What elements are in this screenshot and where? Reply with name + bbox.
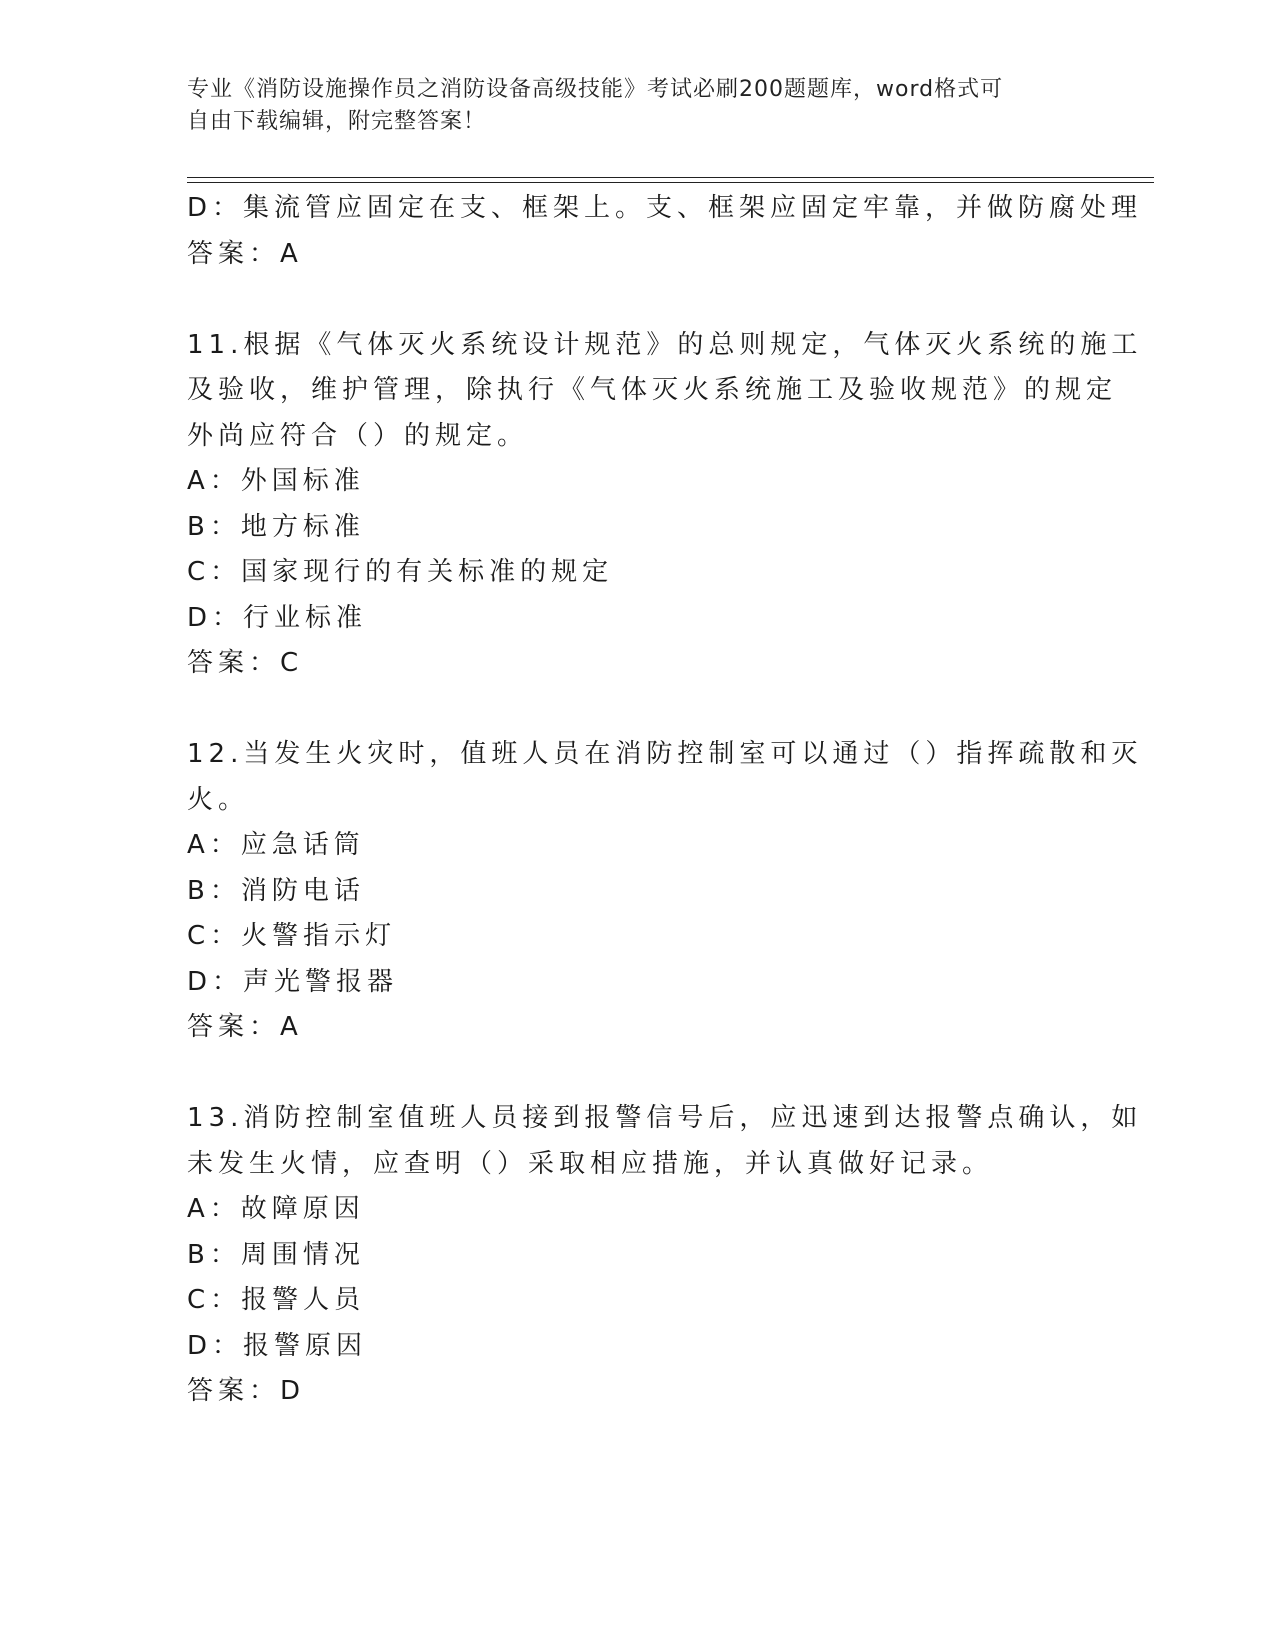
question-stem-line: 12.当发生火灾时，值班人员在消防控制室可以通过（）指挥疏散和灭 <box>187 739 1143 769</box>
header-line-1: 专业《消防设施操作员之消防设备高级技能》考试必刷200题题库，word格式可 <box>187 77 1004 102</box>
option-b: B：地方标准 <box>187 511 365 542</box>
option-c: C：国家现行的有关标准的规定 <box>187 557 614 587</box>
option-c: C：报警人员 <box>187 1285 366 1315</box>
answer: 答案：D <box>187 1376 306 1406</box>
question-content <box>187 186 1143 1415</box>
option-d: D：报警原因 <box>187 1330 368 1361</box>
question-stem-line: 外尚应符合（）的规定。 <box>187 420 529 451</box>
answer: 答案：A <box>187 1012 303 1042</box>
document-header <box>187 74 1087 138</box>
question-stem-line: 及验收，维护管理，除执行《气体灭火系统施工及验收规范》的规定 <box>187 375 1118 405</box>
option-b: B：周围情况 <box>187 1239 365 1270</box>
question-13 <box>187 1096 1143 1415</box>
option-b: B：消防电话 <box>187 875 365 906</box>
question-12 <box>187 732 1143 1051</box>
header-divider-top <box>187 177 1154 178</box>
spacer <box>187 1051 1087 1097</box>
prev-question-option-d: D：集流管应固定在支、框架上。支、框架应固定牢靠，并做防腐处理 <box>187 193 1143 223</box>
question-stem-line: 11.根据《气体灭火系统设计规范》的总则规定，气体灭火系统的施工 <box>187 329 1143 360</box>
header-divider-bottom <box>187 182 1154 183</box>
option-d: D：行业标准 <box>187 602 368 633</box>
prev-question-answer: 答案：A <box>187 238 303 269</box>
question-stem-line: 未发生火情，应查明（）采取相应措施，并认真做好记录。 <box>187 1148 994 1179</box>
option-a: A：应急话筒 <box>187 830 365 860</box>
question-stem-line: 火。 <box>187 784 250 815</box>
option-a: A：故障原因 <box>187 1194 365 1224</box>
spacer <box>187 687 1087 733</box>
question-11 <box>187 323 1143 687</box>
spacer <box>187 277 1087 323</box>
option-c: C：火警指示灯 <box>187 921 397 951</box>
question-stem-line: 13.消防控制室值班人员接到报警信号后，应迅速到达报警点确认，如 <box>187 1103 1143 1133</box>
header-line-2: 自由下载编辑，附完整答案！ <box>187 109 487 134</box>
answer: 答案：C <box>187 648 304 678</box>
option-d: D：声光警报器 <box>187 966 399 997</box>
option-a: A：外国标准 <box>187 466 365 496</box>
